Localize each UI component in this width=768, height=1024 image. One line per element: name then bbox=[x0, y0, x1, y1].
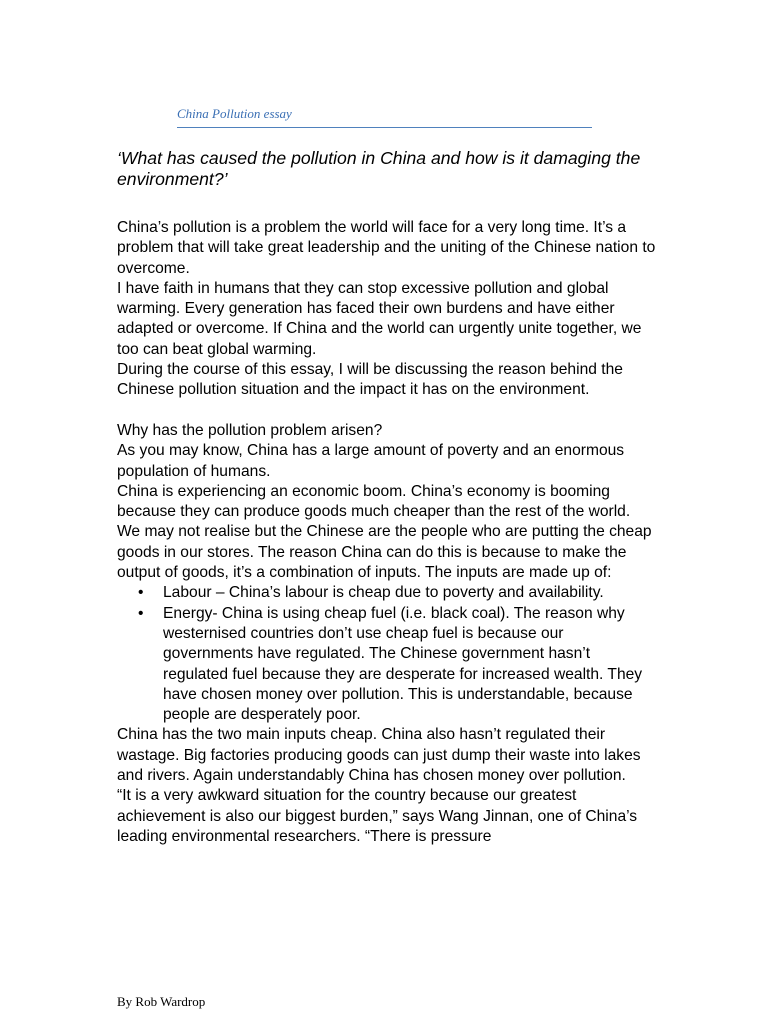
document-footer-author: By Rob Wardrop bbox=[117, 994, 206, 1009]
section-heading: Why has the pollution problem arisen? bbox=[117, 421, 383, 439]
intro-paragraph: During the course of this essay, I will be discussing the reason behind the Chinese pollution situation and the impact it has on the environment. bbox=[117, 361, 623, 399]
body-paragraph: China has the two main inputs cheap. China also hasn’t regulated their wastage. Big factories producing goods can just dump their waste into lakes and rivers. Again understandably China has chosen money over pollution. bbox=[117, 726, 641, 785]
bullet-marker: • bbox=[138, 604, 144, 622]
body-paragraph: “It is a very awkward situation for the country because our greatest achievement is also our biggest burden,” says Wang Jinnan, one of China’s leading environmental researchers. “There is pressure bbox=[117, 787, 638, 845]
intro-paragraph: China’s pollution is a problem the world will face for a very long time. It’s a problem that will take great leadership and the uniting of the Chinese nation to overcome. bbox=[117, 219, 656, 277]
document-header-title: China Pollution essay bbox=[177, 106, 292, 121]
bullet-marker: • bbox=[138, 584, 144, 602]
essay-body bbox=[117, 218, 657, 847]
intro-paragraph: I have faith in humans that they can stop excessive pollution and global warming. Every generation has faced their own burdens and have either adapted or overcome. If China and the world can urgently unite together, we too can beat global warming. bbox=[117, 279, 642, 358]
paragraph-gap bbox=[117, 401, 657, 421]
header-divider bbox=[177, 127, 592, 128]
body-paragraph: China is experiencing an economic boom. China’s economy is booming because they can produce goods much cheaper than the rest of the world. We may not realise but the Chinese are the people who are putting the cheap goods in our stores. The reason China can do this is because to make the output of goods, it’s a combination of inputs. The inputs are made up of: bbox=[117, 482, 652, 582]
essay-question: ‘What has caused the pollution in China and how is it damaging the environment?’ bbox=[117, 148, 641, 189]
body-paragraph: As you may know, China has a large amount of poverty and an enormous population of humans. bbox=[117, 442, 625, 480]
inputs-list bbox=[117, 583, 657, 725]
list-item-text: Energy- China is using cheap fuel (i.e. black coal). The reason why westernised countries don’t use cheap fuel is because our governments have regulated. The Chinese government hasn’t regulated fuel because they are desperate for increased wealth. They have chosen money over pollution. This is understandable, because people are desperately poor. bbox=[163, 604, 643, 724]
list-item bbox=[138, 583, 657, 603]
list-item bbox=[138, 604, 657, 726]
list-item-text: Labour – China’s labour is cheap due to poverty and availability. bbox=[163, 584, 604, 602]
